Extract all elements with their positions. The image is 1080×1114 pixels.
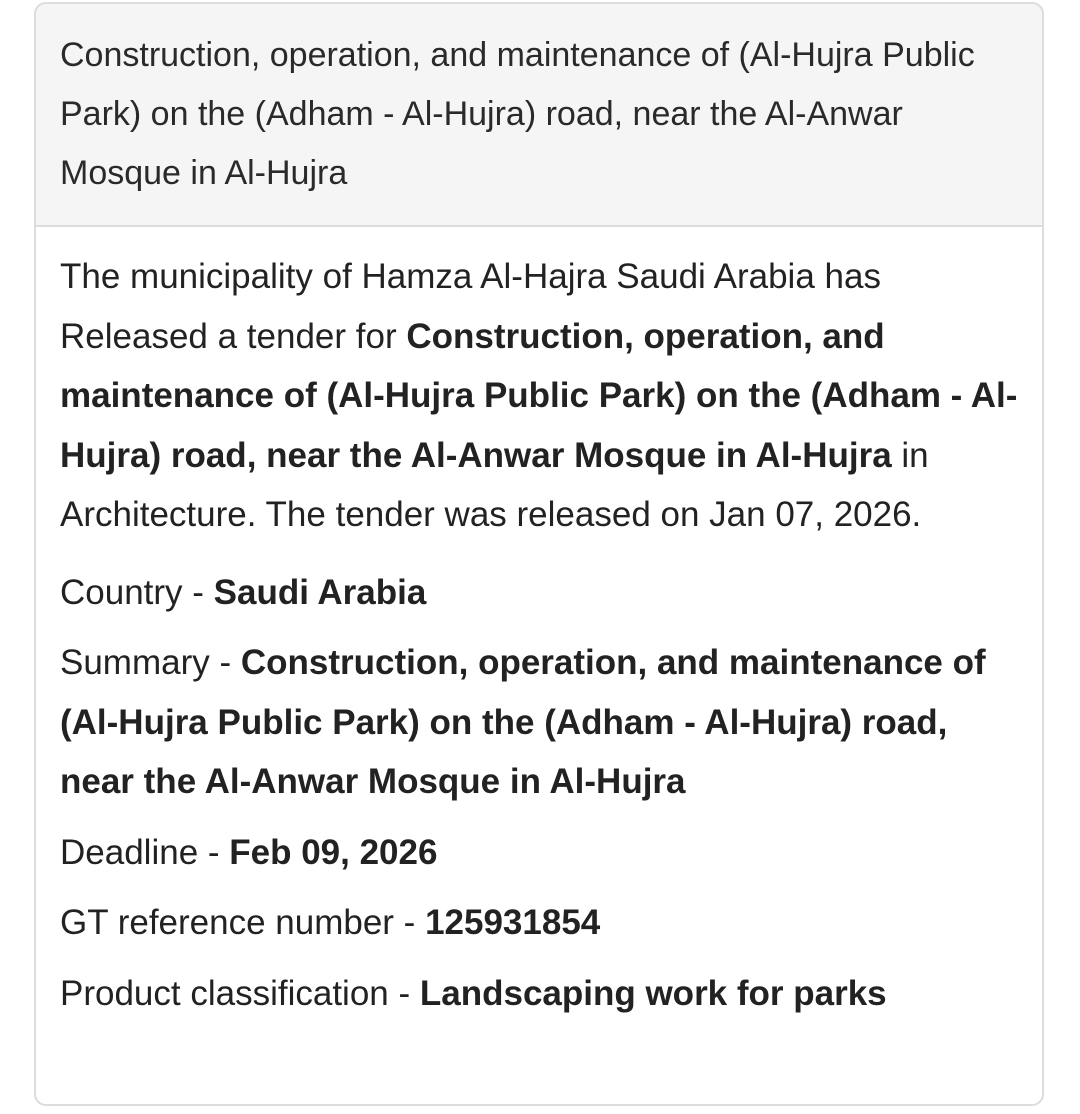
intro-suffix: in Architecture. The tender was released on Jan 07, 2026. — [60, 435, 929, 534]
tender-header — [36, 4, 1042, 227]
deadline-label: Deadline - — [60, 832, 230, 872]
gt-reference-field — [60, 893, 1018, 953]
product-classification-value: Landscaping work for parks — [419, 973, 887, 1013]
tender-header-title: Construction, operation, and maintenance of (Al-Hujra Public Park) on the (Adham - Al-Hujra) road, near the Al-Anwar Mosque in Al-Hujra — [60, 36, 975, 192]
product-classification-label: Product classification - — [60, 973, 420, 1013]
tender-card — [34, 2, 1044, 1106]
tender-intro — [60, 247, 1018, 545]
deadline-field — [60, 823, 1018, 883]
country-value: Saudi Arabia — [213, 572, 427, 612]
deadline-value: Feb 09, 2026 — [229, 832, 438, 872]
product-classification-field — [60, 964, 1018, 1024]
country-field — [60, 563, 1018, 623]
summary-field — [60, 633, 1018, 812]
intro-title: Construction, operation, and maintenance of (Al-Hujra Public Park) on the (Adham - Al-Hujra) road, near the Al-Anwar Mosque in Al-Hujra — [60, 316, 1018, 475]
intro-prefix: The municipality of Hamza Al-Hajra Saudi Arabia has Released a tender for — [60, 257, 881, 356]
tender-body — [36, 227, 1042, 1023]
country-label: Country - — [60, 572, 214, 612]
gt-reference-value: 125931854 — [425, 903, 601, 942]
gt-reference-label: GT reference number - — [60, 903, 426, 942]
summary-label: Summary - — [60, 643, 241, 682]
summary-value: Construction, operation, and maintenance of (Al-Hujra Public Park) on the (Adham - Al-Hujra) road, near the Al-Anwar Mosque in Al-Hujra — [60, 643, 986, 801]
